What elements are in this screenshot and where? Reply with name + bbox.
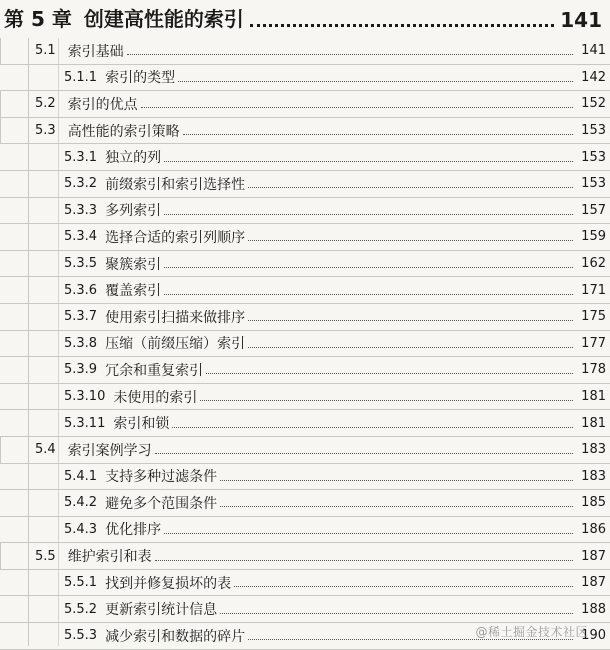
entry-page-number: 187: [581, 575, 606, 591]
entry-title: 支持多种过滤条件: [105, 469, 218, 486]
entry-page-number: 190: [581, 628, 606, 644]
toc-subsection-row: [0, 410, 610, 437]
entry-page-number: 162: [581, 256, 606, 272]
entry-title: 减少索引和数据的碎片: [105, 628, 246, 645]
entry-number: 5.5: [35, 548, 56, 564]
dot-leader: [248, 240, 573, 241]
entry-number: 5.3.9: [64, 362, 98, 378]
toc-subsection-row: [0, 65, 610, 92]
entry-page-number: 153: [581, 149, 606, 165]
entry-title: 索引基础: [67, 43, 124, 60]
entry-title: 避免多个范围条件: [105, 495, 218, 512]
entry-title: 聚簇索引: [105, 256, 162, 273]
entry-title: 多列索引: [105, 203, 162, 220]
entry-number: 5.1: [35, 43, 56, 59]
entry-number: 5.4: [35, 442, 56, 458]
toc-subsection-row: [0, 144, 610, 171]
toc-subsection-row: [0, 464, 610, 491]
entry-title: 索引的类型: [105, 70, 176, 87]
dot-leader: [172, 427, 573, 428]
entry-title: 维护索引和表: [67, 549, 152, 566]
toc-subsection-row: [0, 490, 610, 517]
entry-number: 5.3.2: [64, 176, 98, 192]
entry-page-number: 153: [581, 123, 606, 139]
entry-page-number: 188: [581, 601, 606, 617]
entry-title: 索引和锁: [113, 416, 170, 433]
dot-leader: [155, 453, 573, 454]
entry-page-number: 175: [581, 309, 606, 325]
toc-section-row: [0, 38, 610, 65]
dot-leader: [206, 373, 573, 374]
entry-title: 独立的列: [105, 150, 162, 167]
chapter-page-number: 141: [560, 8, 602, 32]
dot-leader: [250, 24, 554, 27]
toc-subsection-row: [0, 224, 610, 251]
dot-leader: [183, 134, 573, 135]
entry-title: 未使用的索引: [113, 389, 198, 406]
entry-title: 索引案例学习: [67, 442, 152, 459]
dot-leader: [155, 560, 573, 561]
entry-page-number: 157: [581, 202, 606, 218]
entry-number: 5.3.1: [64, 149, 98, 165]
toc-subsection-row: [0, 570, 610, 597]
entry-page-number: 171: [581, 282, 606, 298]
toc-subsection-row: [0, 198, 610, 225]
entry-number: 5.4.1: [64, 468, 98, 484]
entry-page-number: 186: [581, 521, 606, 537]
entry-number: 5.3.5: [64, 256, 98, 272]
dot-leader: [220, 613, 573, 614]
toc-subsection-row: [0, 251, 610, 278]
entry-number: 5.3.6: [64, 282, 98, 298]
dot-leader: [248, 187, 573, 188]
entry-number: 5.4.3: [64, 521, 98, 537]
dot-leader: [220, 480, 573, 481]
entry-number: 5.3.3: [64, 202, 98, 218]
dot-leader: [164, 267, 573, 268]
entry-title: 选择合适的索引列顺序: [105, 229, 246, 246]
entry-title: 优化排序: [105, 522, 162, 539]
dot-leader: [248, 320, 573, 321]
dot-leader: [200, 400, 573, 401]
dot-leader: [248, 347, 573, 348]
dot-leader: [220, 506, 573, 507]
entry-page-number: 177: [581, 335, 606, 351]
entry-number: 5.3.7: [64, 309, 98, 325]
watermark: @稀土掘金技术社区: [475, 625, 588, 639]
entry-page-number: 159: [581, 229, 606, 245]
dot-leader: [164, 294, 573, 295]
entry-number: 5.5.3: [64, 628, 98, 644]
entry-page-number: 185: [581, 495, 606, 511]
chapter-title: 创建高性能的索引: [83, 7, 244, 31]
entry-number: 5.3.10: [64, 389, 106, 405]
entry-number: 5.2: [35, 96, 56, 112]
toc-subsection-row: [0, 331, 610, 358]
entry-number: 5.3.4: [64, 229, 98, 245]
dot-leader: [164, 161, 573, 162]
toc-subsection-row: [0, 277, 610, 304]
toc-section-row: [0, 118, 610, 145]
toc-section-row: [0, 437, 610, 464]
entry-page-number: 187: [581, 548, 606, 564]
toc-subsection-row: [0, 384, 610, 411]
entry-number: 5.3.11: [64, 415, 106, 431]
entry-page-number: 141: [581, 43, 606, 59]
entry-page-number: 183: [581, 442, 606, 458]
entry-number: 5.1.1: [64, 69, 98, 85]
entry-number: 5.4.2: [64, 495, 98, 511]
entry-page-number: 142: [581, 69, 606, 85]
entry-page-number: 181: [581, 415, 606, 431]
toc-section-row: [0, 543, 610, 570]
entry-page-number: 153: [581, 176, 606, 192]
dot-leader: [234, 586, 573, 587]
entry-number: 5.5.1: [64, 575, 98, 591]
toc-subsection-row: [0, 171, 610, 198]
toc-list: [0, 38, 610, 650]
entry-number: 5.3.8: [64, 335, 98, 351]
entry-page-number: 181: [581, 389, 606, 405]
entry-title: 前缀索引和索引选择性: [105, 176, 246, 193]
dot-leader: [164, 533, 573, 534]
toc-subsection-row: [0, 596, 610, 623]
toc-subsection-row: [0, 357, 610, 384]
entry-page-number: 183: [581, 468, 606, 484]
chapter-label: 第 5 章: [4, 7, 72, 31]
dot-leader: [164, 214, 573, 215]
toc-subsection-row: [0, 517, 610, 544]
entry-title: 找到并修复损坏的表: [105, 575, 232, 592]
dot-leader: [127, 54, 573, 55]
toc-subsection-row: [0, 304, 610, 331]
entry-title: 高性能的索引策略: [67, 123, 180, 140]
chapter-heading: [4, 2, 602, 32]
entry-title: 压缩（前缀压缩）索引: [105, 336, 246, 353]
entry-title: 索引的优点: [67, 96, 138, 113]
entry-page-number: 178: [581, 362, 606, 378]
entry-number: 5.3: [35, 123, 56, 139]
dot-leader: [141, 107, 573, 108]
entry-title: 使用索引扫描来做排序: [105, 309, 246, 326]
entry-title: 覆盖索引: [105, 283, 162, 300]
entry-title: 更新索引统计信息: [105, 602, 218, 619]
entry-number: 5.5.2: [64, 601, 98, 617]
dot-leader: [178, 81, 573, 82]
toc-section-row: [0, 91, 610, 118]
entry-title: 冗余和重复索引: [105, 362, 204, 379]
entry-page-number: 152: [581, 96, 606, 112]
